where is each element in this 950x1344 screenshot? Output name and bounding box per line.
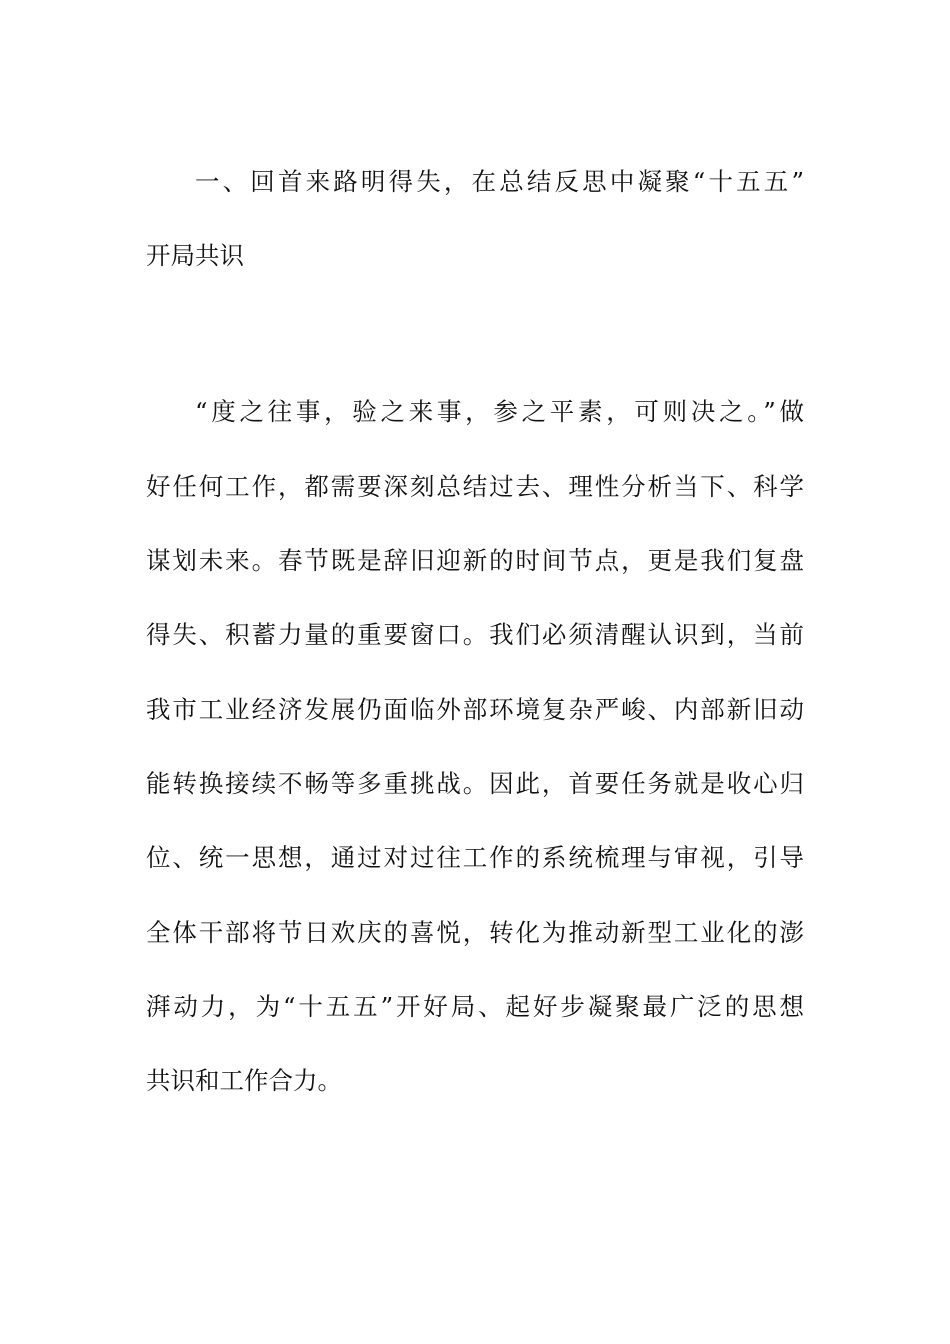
section-heading-line-2: 开局共识 (146, 241, 244, 270)
body-paragraph-line-7: 位、统一思想，通过对过往工作的系统梳理与审视，引导 (146, 843, 804, 872)
body-paragraph-line-10: 共识和工作合力。 (146, 1066, 342, 1095)
section-heading-line-1: 一、回首来路明得失，在总结反思中凝聚“十五五” (195, 167, 804, 196)
body-paragraph-line-9: 湃动力，为“十五五”开好局、起好步凝聚最广泛的思想 (146, 992, 804, 1021)
body-paragraph-line-8: 全体干部将节日欢庆的喜悦，转化为推动新型工业化的澎 (146, 918, 804, 947)
body-paragraph-line-1: “度之往事，验之来事，参之平素，可则决之。”做 (195, 397, 804, 426)
body-paragraph-line-6: 能转换接续不畅等多重挑战。因此，首要任务就是收心归 (146, 769, 804, 798)
body-paragraph-line-2: 好任何工作，都需要深刻总结过去、理性分析当下、科学 (146, 472, 804, 501)
body-paragraph-line-3: 谋划未来。春节既是辞旧迎新的时间节点，更是我们复盘 (146, 546, 804, 575)
body-paragraph-line-5: 我市工业经济发展仍面临外部环境复杂严峻、内部新旧动 (146, 695, 804, 724)
body-paragraph-line-4: 得失、积蓄力量的重要窗口。我们必须清醒认识到，当前 (146, 620, 804, 649)
